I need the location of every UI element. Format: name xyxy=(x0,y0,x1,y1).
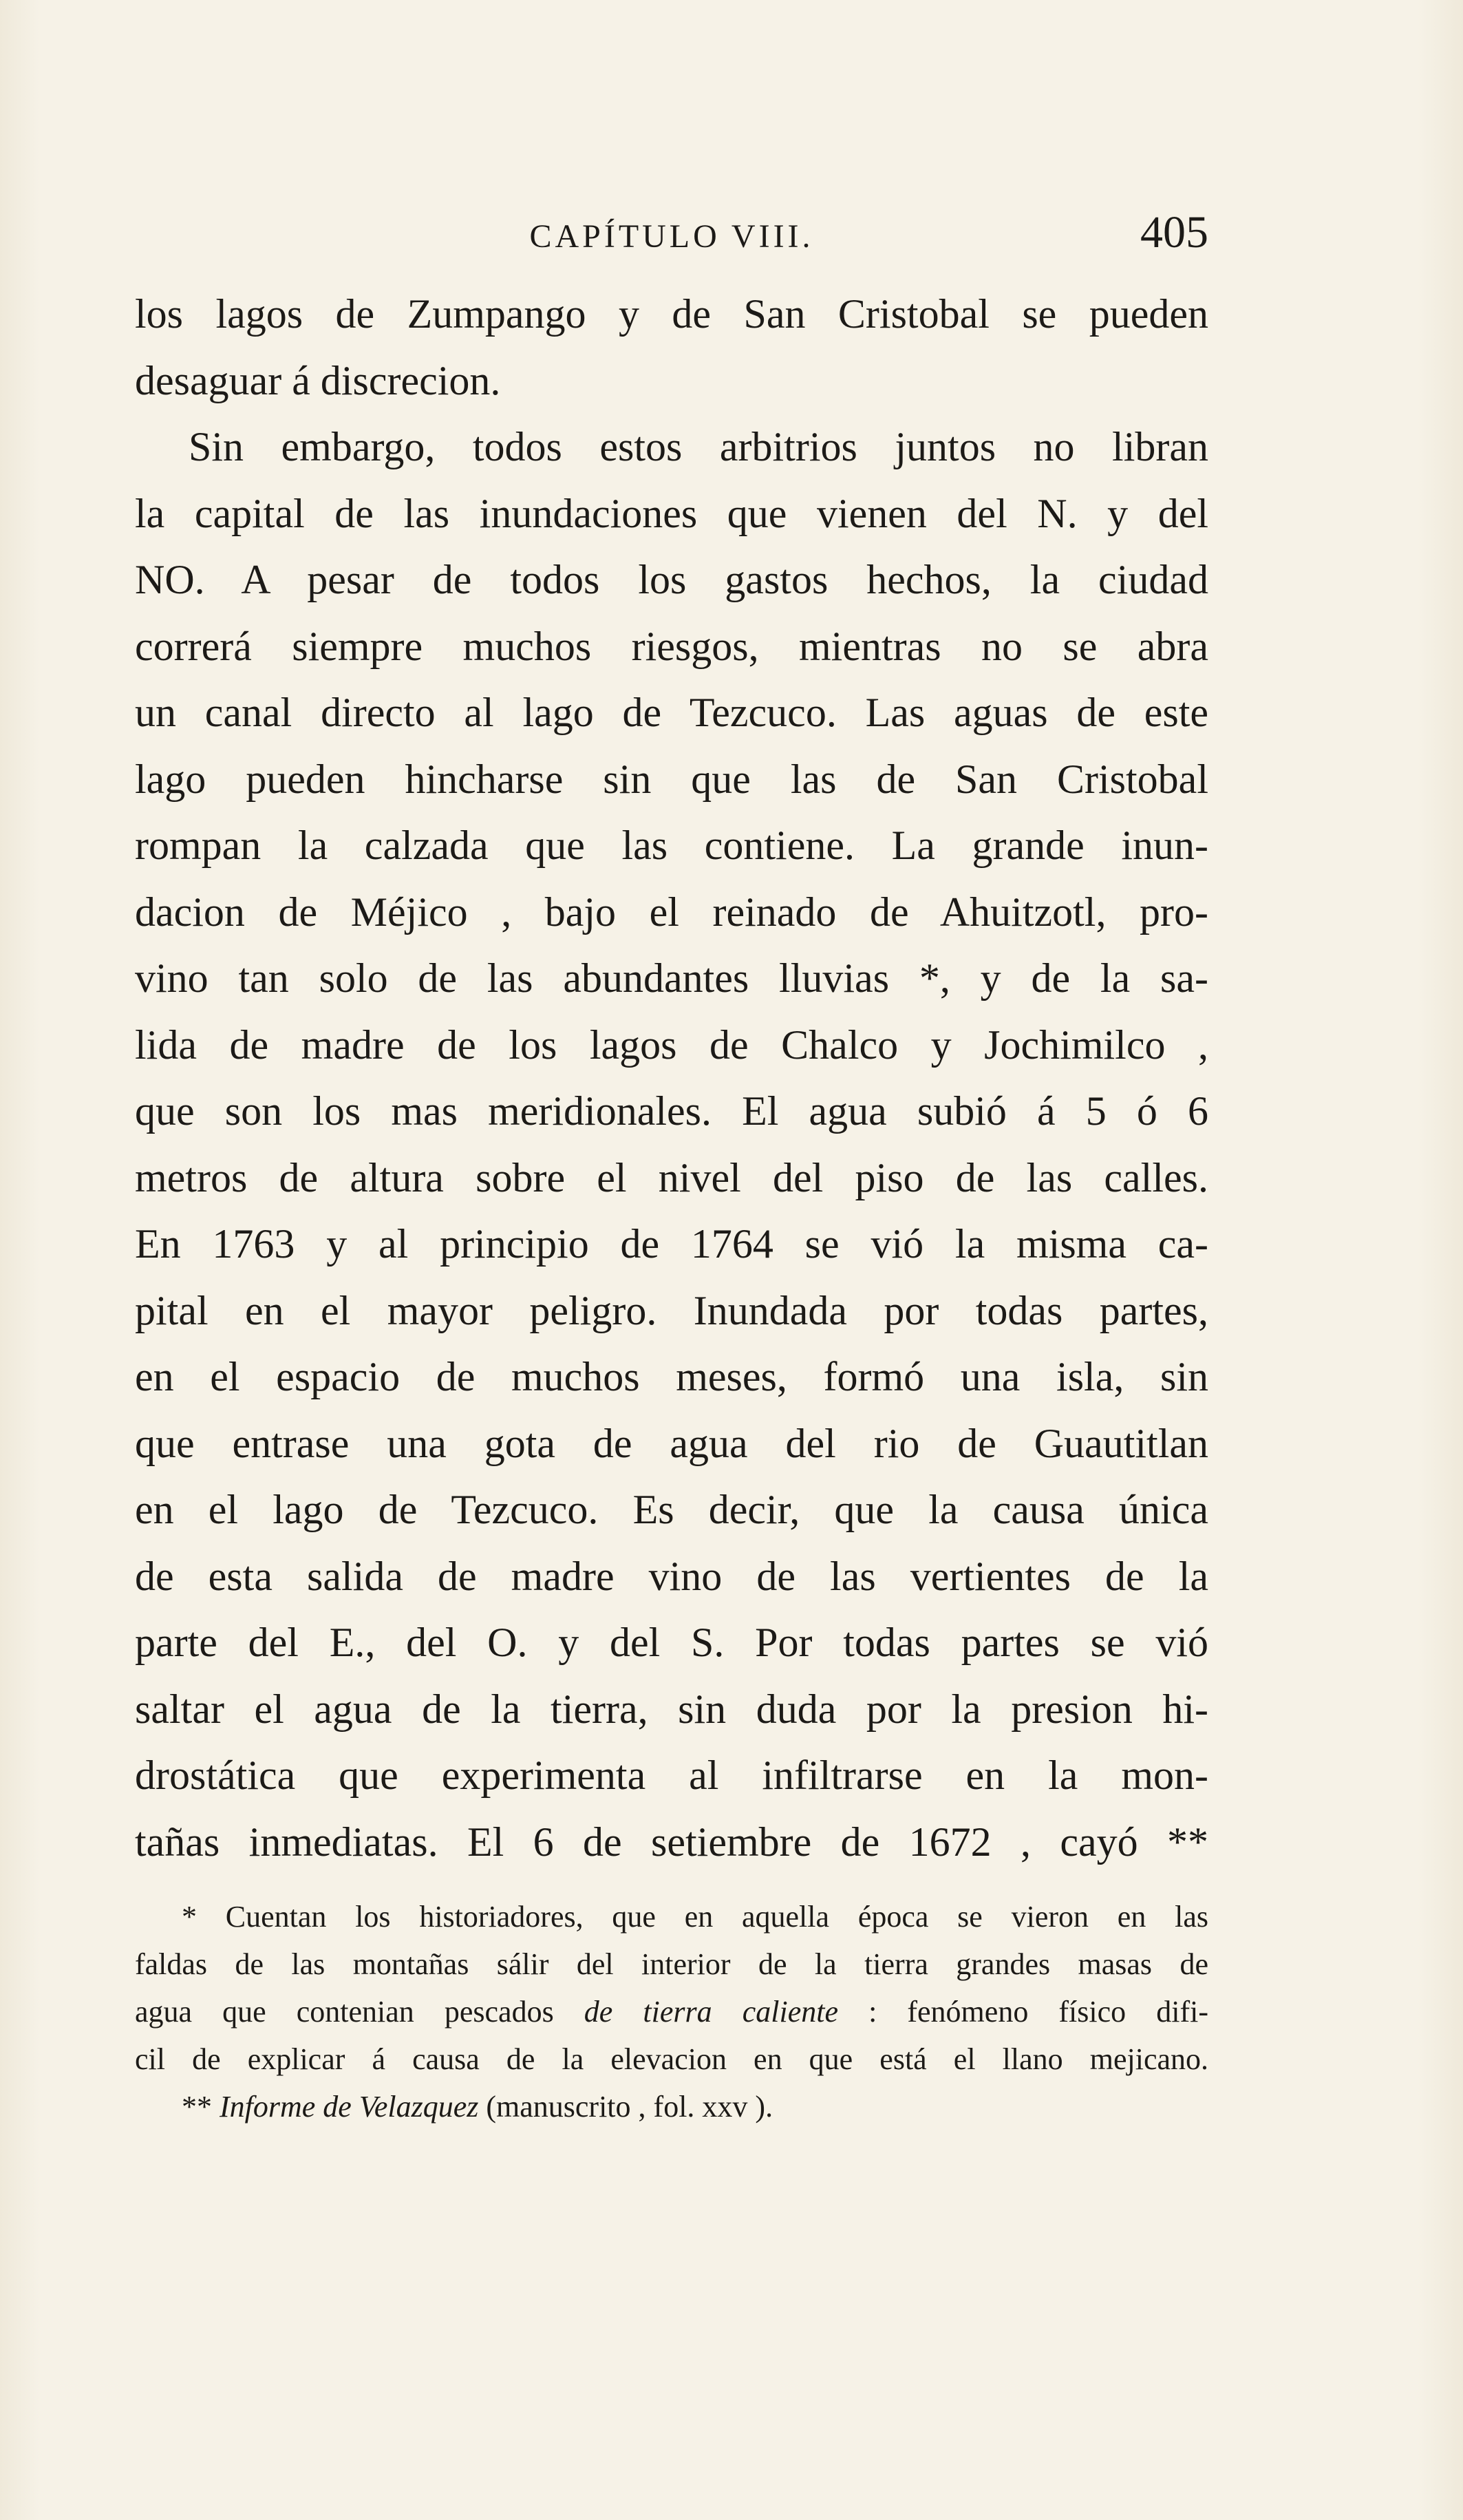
text-line: parte del E., del O. y del S. Por todas partes se vió xyxy=(135,1620,1208,1665)
text-line: NO. A pesar de todos los gastos hechos, la ciudad xyxy=(135,557,1208,602)
text-line: dacion de Méjico , bajo el reinado de Ahuitzotl, pro- xyxy=(135,889,1208,935)
text-line: drostática que experimenta al infiltrarse en la mon- xyxy=(135,1753,1208,1798)
running-head xyxy=(135,207,1208,268)
text-line: tañas inmediatas. El 6 de setiembre de 1672 , cayó ** xyxy=(135,1819,1208,1865)
text-line: un canal directo al lago de Tezcuco. Las aguas de este xyxy=(135,690,1208,735)
body-text xyxy=(135,281,1208,1875)
page-number: 405 xyxy=(1140,207,1208,257)
footnote-line xyxy=(135,2083,1208,2130)
footnote-italic-text: Informe de Velazquez xyxy=(220,2090,479,2124)
chapter-title: CAPÍTULO VIII. xyxy=(529,218,814,255)
footnote-text: (manuscrito , fol. xxv ). xyxy=(478,2090,773,2124)
text-line: los lagos de Zumpango y de San Cristobal se pueden xyxy=(135,291,1208,337)
footnote-line: cil de explicar á causa de la elevacion en que está el llano mejicano. xyxy=(135,2042,1208,2076)
text-line: que son los mas meridionales. El agua subió á 5 ó 6 xyxy=(135,1088,1208,1134)
footnote-text: : fenómeno físico difi- xyxy=(837,1995,1208,2029)
text-line: en el lago de Tezcuco. Es decir, que la causa única xyxy=(135,1487,1208,1532)
text-line: de esta salida de madre vino de las vertientes de la xyxy=(135,1553,1208,1599)
footnote-line: * Cuentan los historiadores, que en aquella época se vieron en las xyxy=(182,1900,1208,1934)
text-line: correrá siempre muchos riesgos, mientras no se abra xyxy=(135,623,1208,669)
text-line: saltar el agua de la tierra, sin duda por la presion hi- xyxy=(135,1686,1208,1732)
text-line: lago pueden hincharse sin que las de San Cristobal xyxy=(135,756,1208,802)
footnote-italic-text: de tierra caliente xyxy=(584,1995,838,2029)
footnote-text: agua que contenian pescados xyxy=(135,1995,584,2029)
text-line: desaguar á discrecion. xyxy=(135,357,501,403)
text-line: vino tan solo de las abundantes lluvias *, y de la sa- xyxy=(135,955,1208,1001)
text-line: en el espacio de muchos meses, formó una isla, sin xyxy=(135,1354,1208,1399)
text-line: metros de altura sobre el nivel del piso de las calles. xyxy=(135,1154,1208,1200)
footnote-line xyxy=(135,1988,1208,2035)
text-line: Sin embargo, todos estos arbitrios juntos no libran xyxy=(189,424,1208,469)
text-line: lida de madre de los lagos de Chalco y Jochimilco , xyxy=(135,1021,1208,1068)
text-line: pital en el mayor peligro. Inundada por todas partes, xyxy=(135,1287,1208,1333)
text-line: En 1763 y al principio de 1764 se vió la misma ca- xyxy=(135,1221,1208,1267)
footnote-mark: ** xyxy=(182,2090,220,2124)
footnote-line: faldas de las montañas sálir del interior de la tierra grandes masas de xyxy=(135,1947,1208,1981)
text-line: la capital de las inundaciones que vienen del N. y del xyxy=(135,490,1208,536)
footnotes xyxy=(135,1893,1208,2130)
text-line: que entrase una gota de agua del rio de Guautitlan xyxy=(135,1420,1208,1466)
text-line: rompan la calzada que las contiene. La grande inun- xyxy=(135,823,1208,868)
